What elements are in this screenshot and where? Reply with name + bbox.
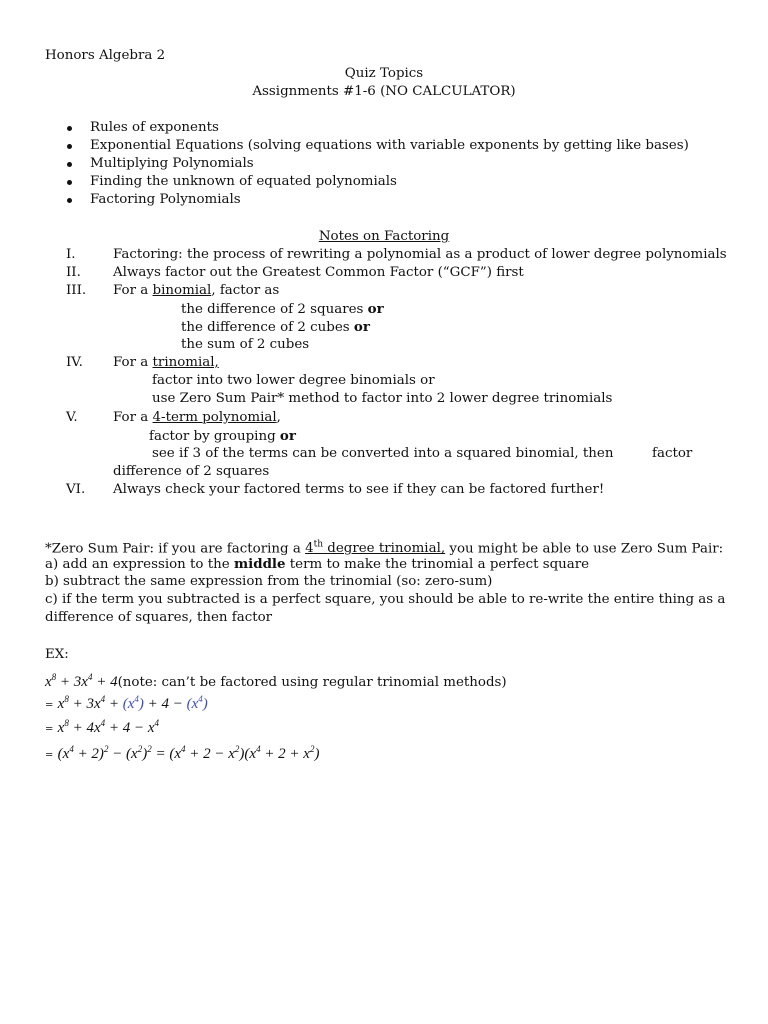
example-line-1: $x^8 + 3x^4$ + 4(note: can’t be factored using regular trinomial methods): [45, 672, 507, 690]
topic-item: Exponential Equations (solving equations with variable exponents by getting like bases): [90, 138, 689, 153]
note-subitem: factor into two lower degree binomials or: [152, 373, 435, 388]
note-number: III.: [66, 283, 87, 298]
note-subitem: the sum of 2 cubes: [181, 337, 310, 352]
page-title: Quiz Topics: [344, 66, 424, 81]
zsp-step-c: c) if the term you subtracted is a perfect square, you should be able to re-write the entire thing as a: [45, 592, 726, 607]
note-number: VI.: [66, 482, 86, 497]
note-number: I.: [66, 247, 76, 262]
note-number: IV.: [66, 355, 83, 370]
example-line-3: = $x^8 + 4x^4 + 4 - x^4$: [45, 718, 160, 736]
example-line-2: = $x^8 + 3x^4 + (x^4) + 4 - (x^4)$: [45, 694, 208, 712]
note-number: V.: [66, 410, 78, 425]
note-number: II.: [66, 265, 81, 280]
note-text: For a binomial, factor as: [113, 283, 280, 298]
bullet-icon: [67, 198, 72, 203]
note-subitem: the difference of 2 cubes or: [181, 319, 370, 335]
note-subitem: factor by grouping or: [149, 428, 296, 444]
example-line-4: = $(x^4 + 2)^2 - (x^2)^2 = (x^4 + 2 - x^2)(x^4 + 2 + x^2)$: [45, 744, 320, 762]
bullet-icon: [67, 126, 72, 131]
note-subitem: difference of 2 squares: [113, 464, 270, 479]
note-text: For a 4-term polynomial,: [113, 410, 281, 425]
page-subtitle: Assignments #1-6 (NO CALCULATOR): [252, 84, 516, 99]
topic-item: Rules of exponents: [90, 120, 219, 135]
note-text: For a trinomial,: [113, 355, 219, 370]
topic-item: Factoring Polynomials: [90, 192, 241, 207]
topic-item: Finding the unknown of equated polynomials: [90, 174, 397, 189]
bullet-icon: [67, 180, 72, 185]
note-subitem: the difference of 2 squares or: [181, 301, 384, 317]
notes-heading: Notes on Factoring: [318, 229, 450, 244]
bullet-icon: [67, 162, 72, 167]
zsp-step-b: b) subtract the same expression from the trinomial (so: zero-sum): [45, 574, 493, 589]
zsp-step-a: a) add an expression to the middle term to make the trinomial a perfect square: [45, 556, 590, 572]
note-text: Factoring: the process of rewriting a polynomial as a product of lower degree polynomials: [113, 247, 727, 262]
example-label: EX:: [45, 647, 69, 662]
note-subitem: see if 3 of the terms can be converted into a squared binomial, then: [152, 446, 614, 461]
note-text: Always check your factored terms to see if they can be factored further!: [113, 482, 605, 497]
note-subitem: use Zero Sum Pair* method to factor into 2 lower degree trinomials: [152, 391, 613, 406]
zsp-step-c-cont: difference of squares, then factor: [45, 610, 273, 625]
topic-item: Multiplying Polynomials: [90, 156, 254, 171]
note-text: Always factor out the Greatest Common Factor (“GCF”) first: [113, 265, 524, 280]
note-subitem: factor: [652, 446, 693, 461]
course-name: Honors Algebra 2: [45, 48, 166, 63]
zsp-intro: *Zero Sum Pair: if you are factoring a 4th degree trinomial, you might be able to use Zero Sum Pair:: [45, 540, 724, 557]
bullet-icon: [67, 144, 72, 149]
